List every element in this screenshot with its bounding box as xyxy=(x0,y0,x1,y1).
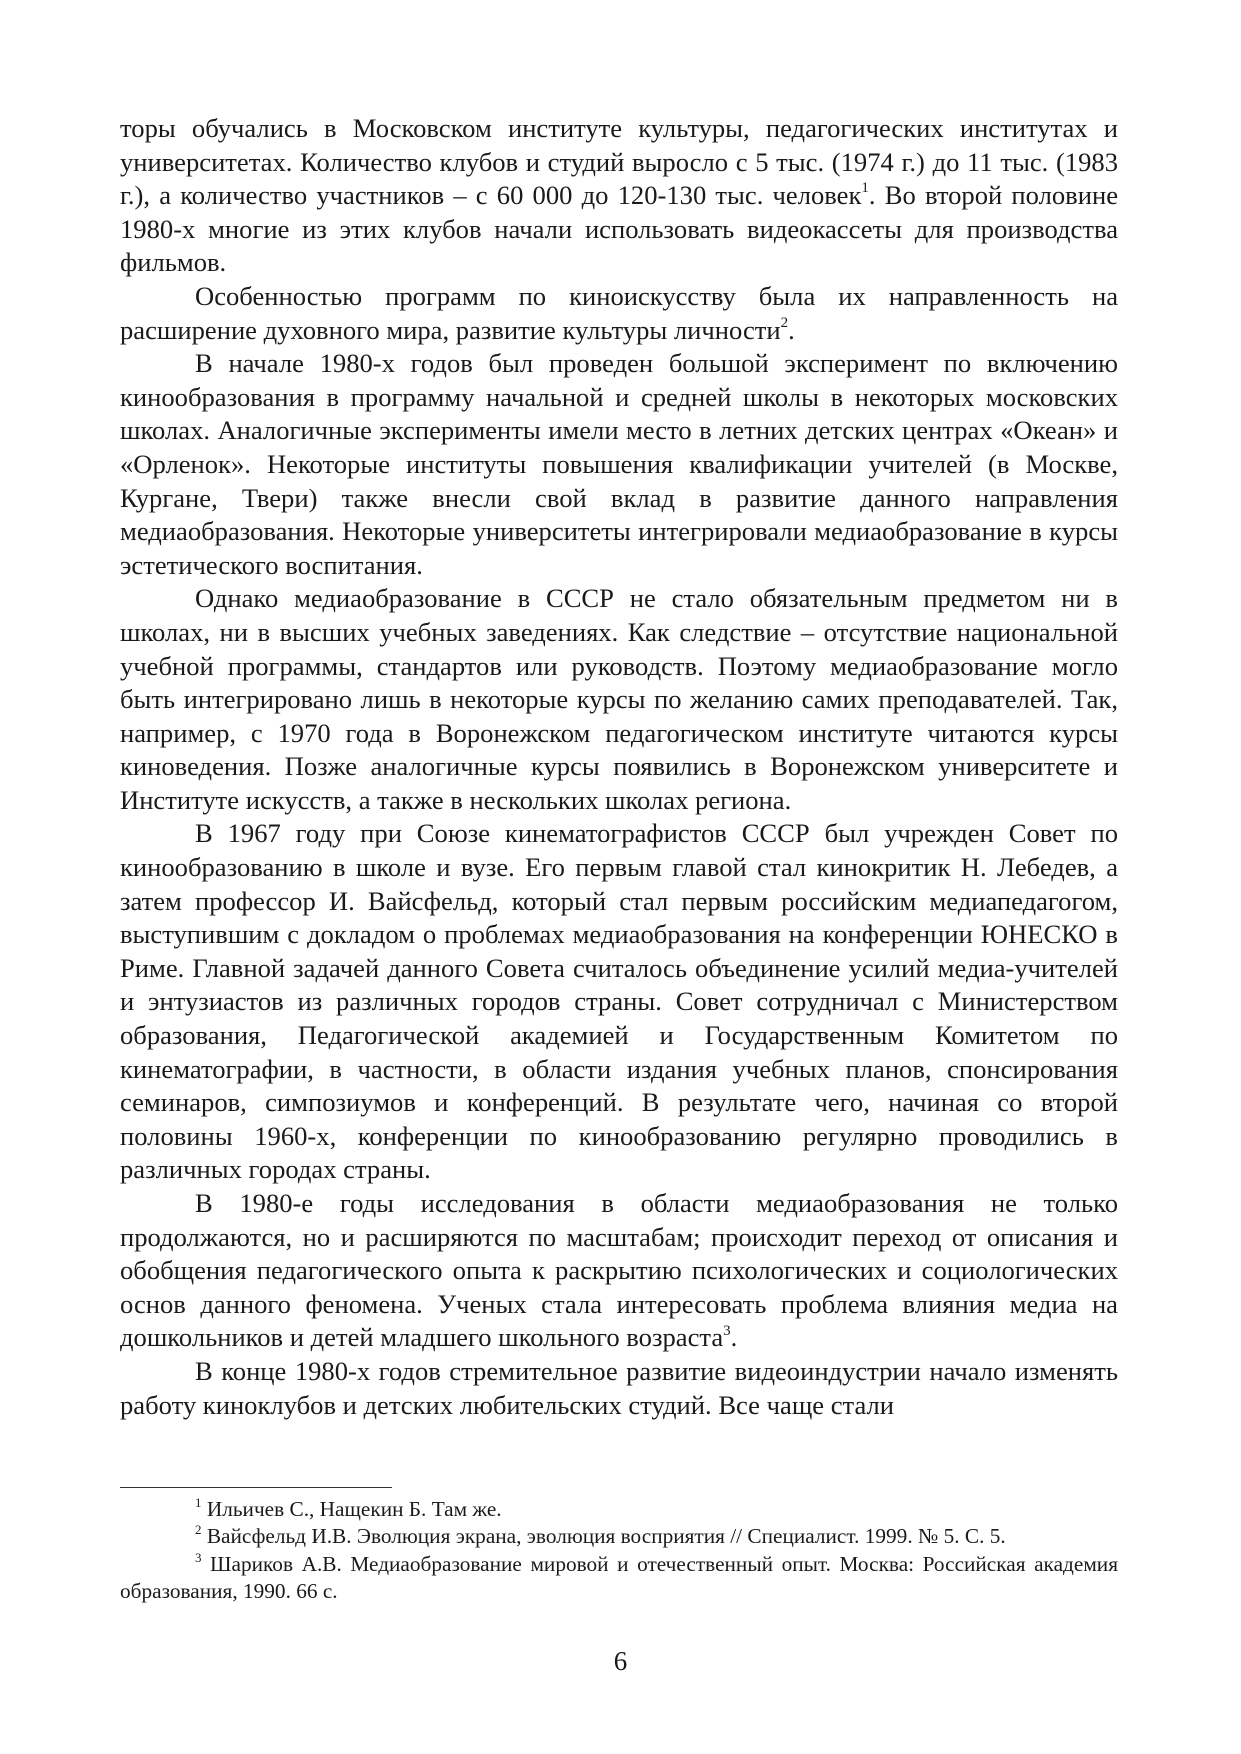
footnote xyxy=(120,1551,1118,1606)
paragraph-text-tail: . xyxy=(730,1322,738,1353)
footnote xyxy=(120,1496,1118,1523)
footnote-separator xyxy=(120,1487,392,1488)
paragraph-text: Однако медиаобразование в СССР не стало обязательным предметом ни в школах, ни в высших учебных заведениях. Как следствие – отсутствие национальной учебной программы, стандартов или руководств. Поэтому медиаобразование могло быть интегрировано лишь в некоторые курсы по желанию самих преподавателей. Так, например, с 1970 года в Воронежском педагогическом институте читаются курсы киноведения. Позже аналогичные курсы появились в Воронежском университете и Институте искусств, а также в нескольких школах региона. xyxy=(120,583,1118,815)
footnote xyxy=(120,1523,1118,1550)
paragraph-text: Особенностью программ по киноискусству была их направленность на расширение духовного мира, развитие культуры личности xyxy=(120,280,1118,345)
footnote-number: 2 xyxy=(195,1522,202,1538)
footnote-reference: 1 xyxy=(861,180,869,197)
paragraph xyxy=(120,582,1118,817)
paragraph xyxy=(120,347,1118,582)
footnote-text: Шариков А.В. Медиаобразование мировой и отечественный опыт. Москва: Российская академия образования, 1990. 66 с. xyxy=(120,1551,1118,1604)
paragraph-text: В начале 1980-х годов был проведен большой эксперимент по включению кинообразования в программу начальной и средней школы в некоторых московских школах. Аналогичные эксперименты имели место в летних детских центрах «Океан» и «Орленок». Некоторые институты повышения квалификации учителей (в Москве, Кургане, Твери) также внесли свой вклад в развитие данного направления медиаобразования. Некоторые университеты интегрировали медиаобразование в курсы эстетического воспитания. xyxy=(120,348,1118,580)
paragraph xyxy=(120,112,1118,280)
footnote-text: Вайсфельд И.В. Эволюция экрана, эволюция восприятия // Специалист. 1999. № 5. С. 5. xyxy=(201,1524,1006,1549)
page-number: 6 xyxy=(613,1646,628,1676)
paragraph-text: В 1980-е годы исследования в области медиаобразования не только продолжаются, но и расширяются по масштабам; происходит переход от описания и обобщения педагогического опыта к раскрытию психологических и социологических основ данного феномена. Ученых стала интересовать проблема влияния медиа на дошкольников и детей младшего школьного возраста xyxy=(120,1188,1118,1353)
footnote-reference: 2 xyxy=(780,314,789,331)
footnote-number: 3 xyxy=(195,1549,202,1565)
paragraph xyxy=(120,1355,1118,1422)
paragraph xyxy=(120,1187,1118,1355)
paragraph-text-tail: . xyxy=(788,314,795,345)
footnote-number: 1 xyxy=(195,1494,202,1510)
page-body xyxy=(120,112,1118,1422)
footnote-reference: 3 xyxy=(723,1322,731,1339)
paragraph-text-tail: . Во второй половине 1980-х многие из этих клубов начали использовать видеокассеты для производства фильмов. xyxy=(120,180,1118,278)
footnote-text: Ильичев С., Нащекин Б. Там же. xyxy=(201,1497,502,1521)
paragraph xyxy=(120,817,1118,1187)
paragraph-text: В 1967 году при Союзе кинематографистов СССР был учрежден Совет по кинообразованию в школе и вузе. Его первым главой стал кинокритик Н. Лебедев, а затем профессор И. Вайсфельд, который стал первым российским медиапедагогом, выступившим с докладом о проблемах медиаобразования на конференции ЮНЕСКО в Риме. Главной задачей данного Совета считалось объединение усилий медиа-учителей и энтузиастов из различных городов страны. Совет сотрудничал с Министерством образования, Педагогической академией и Государственным Комитетом по кинематографии, в частности, в области издания учебных планов, спонсирования семинаров, симпозиумов и конференций. В результате чего, начиная со второй половины 1960-х, конференции по кинообразованию регулярно проводились в различных городах страны. xyxy=(120,818,1118,1185)
paragraph-text: торы обучались в Московском институте культуры, педагогических институтах и университетах. Количество клубов и студий выросло с 5 тыс. (1974 г.) до 11 тыс. (1983 г.), а количество участников – с 60 000 до 120-130 тыс. человек xyxy=(120,113,1118,211)
body-text xyxy=(120,112,1118,1422)
paragraph-text: В конце 1980-х годов стремительное развитие видеоиндустрии начало изменять работу киноклубов и детских любительских студий. Все чаще стали xyxy=(120,1355,1118,1420)
footnotes xyxy=(120,1496,1118,1606)
paragraph xyxy=(120,280,1118,347)
